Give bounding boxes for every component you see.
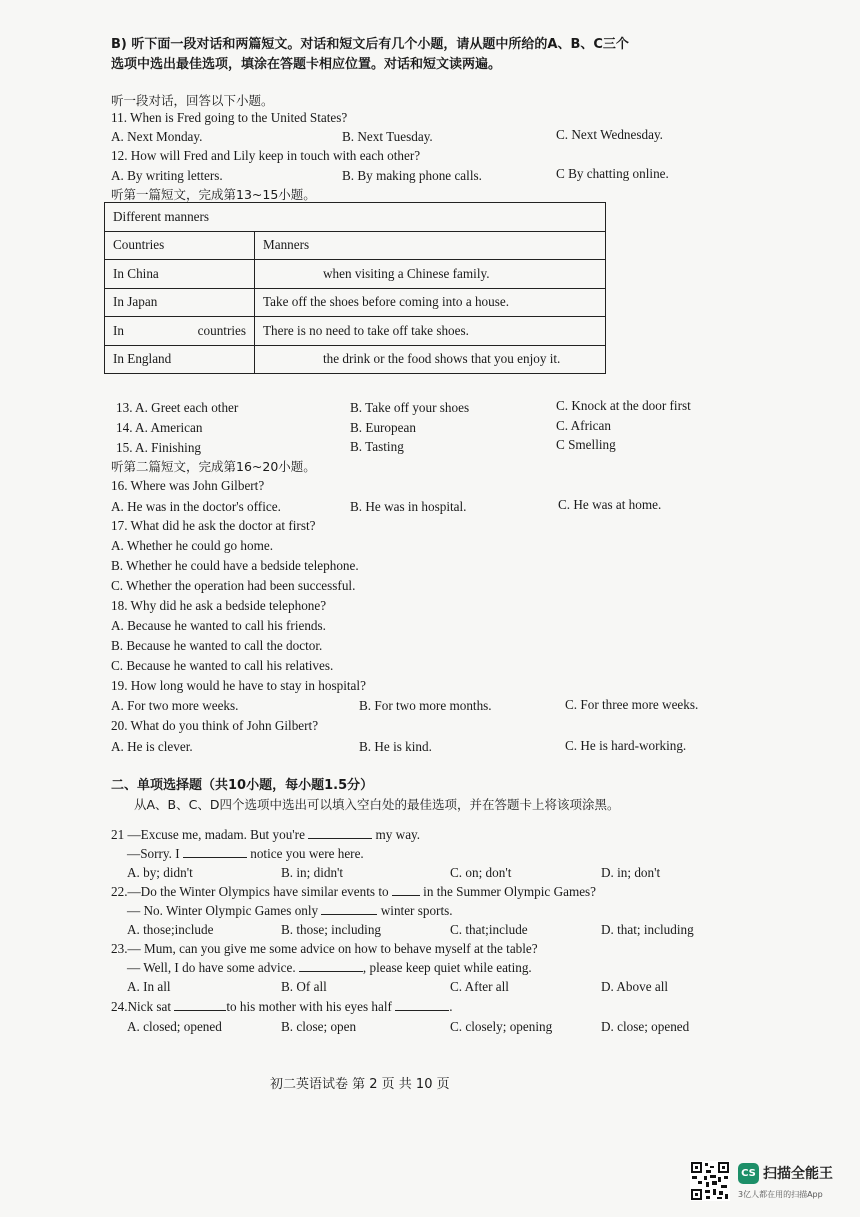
q21-line-2 [127,844,364,864]
q24-option-a: A. closed; opened [127,1019,222,1034]
table-row [105,317,606,346]
dialogue-heading: 听一段对话，回答以下小题。 [111,93,274,108]
header-countries: Countries [105,231,255,260]
q20-option-a: A. He is clever. [111,739,193,754]
q11-stem: 11. When is Fred going to the United States? [111,110,348,125]
q23-line-1: 23.— Mum, can you give me some advice on how to behave myself at the table? [111,941,538,956]
q21-text: 21 —Excuse me, madam. But you're [111,827,305,842]
intro-line-2: 选项中选出最佳选项，填涂在答题卡相应位置。对话和短文读两遍。 [111,57,502,72]
table-title-row [105,203,606,232]
q14-option-a: 14. A. American [116,420,203,435]
section2-title: 二、单项选择题（共10小题，每小题1.5分） [111,778,374,793]
table-title: Different manners [105,203,606,232]
q24-option-d: D. close; opened [601,1019,690,1034]
scanner-app-name: 扫描全能王 [763,1166,833,1182]
q18-option-b: B. Because he wanted to call the doctor. [111,638,323,653]
q15-option-b: B. Tasting [350,439,404,454]
q17-stem: 17. What did he ask the doctor at first? [111,518,316,533]
q15-option-a: 15. A. Finishing [116,440,202,455]
q24-text: to his mother with his eyes half [226,999,392,1014]
q24-option-c: C. closely; opening [450,1019,553,1034]
table-row [105,288,606,317]
manner-cell: Take off the shoes before coming into a house. [255,288,606,317]
q23-option-b: B. Of all [281,979,327,994]
country-cell [105,345,255,374]
table-header-row [105,231,606,260]
q11-option-c: C. Next Wednesday. [556,127,663,142]
q21-option-d: D. in; don't [601,865,661,880]
scanner-tagline: 3亿人都在用的扫描App [738,1190,823,1199]
q12-option-c: C By chatting online. [556,166,669,181]
country-cell [105,288,255,317]
q16-stem: 16. Where was John Gilbert? [111,478,265,493]
country-cell [105,260,255,289]
q22-line-2 [127,901,453,921]
answer-blank [299,959,363,972]
q12-stem: 12. How will Fred and Lily keep in touch with each other? [111,148,421,163]
q11-option-b: B. Next Tuesday. [342,129,433,144]
scanner-logo-icon: CS [738,1163,759,1184]
q22-option-b: B. those; including [281,922,382,937]
q18-option-a: A. Because he wanted to call his friends. [111,618,326,633]
q12-option-a: A. By writing letters. [111,168,223,183]
q21-option-c: C. on; don't [450,865,512,880]
country-text: In China [113,265,159,281]
page-footer: 初二英语试卷 第 2 页 共 10 页 [270,1077,450,1092]
answer-blank [392,883,420,896]
q22-option-d: D. that; including [601,922,694,937]
manner-cell: the drink or the food shows that you enjoy it. [255,345,606,374]
q24-text: 24.Nick sat [111,999,172,1014]
q20-stem: 20. What do you think of John Gilbert? [111,718,319,733]
q23-text: — Well, I do have some advice. [127,960,296,975]
manner-cell: when visiting a Chinese family. [255,260,606,289]
table-row [105,260,606,289]
answer-blank [321,902,377,915]
q15-option-c: C Smelling [556,437,616,452]
q24-option-b: B. close; open [281,1019,357,1034]
q19-option-c: C. For three more weeks. [565,697,699,712]
q13-option-a: 13. A. Greet each other [116,400,239,415]
q13-option-b: B. Take off your shoes [350,400,470,415]
country-text: In England [113,351,172,367]
q22-text: in the Summer Olympic Games? [423,884,597,899]
q21-text: my way. [375,827,421,842]
manner-cell: There is no need to take off take shoes. [255,317,606,346]
q19-option-a: A. For two more weeks. [111,698,239,713]
q13-option-c: C. Knock at the door first [556,398,691,413]
q16-option-c: C. He was at home. [558,497,662,512]
q20-option-c: C. He is hard-working. [565,738,687,753]
q21-text: notice you were here. [250,846,364,861]
q22-line-1 [111,882,596,902]
q21-option-a: A. by; didn't [127,865,193,880]
q18-option-c: C. Because he wanted to call his relatives. [111,658,334,673]
country-text: In Japan [113,294,158,310]
q24-text: . [449,999,453,1014]
q20-option-b: B. He is kind. [359,739,432,754]
manners-table [104,202,606,374]
q17-option-b: B. Whether he could have a bedside telephone. [111,558,359,573]
q23-text: , please keep quiet while eating. [362,960,532,975]
section2-instruction: 从A、B、C、D四个选项中选出可以填入空白处的最佳选项，并在答题卡上将该项涂黑。 [134,797,620,812]
passage1-heading: 听第一篇短文，完成第13~15小题。 [111,187,316,202]
q16-option-b: B. He was in hospital. [350,499,467,514]
q12-option-b: B. By making phone calls. [342,168,482,183]
q21-line-1 [111,825,420,845]
answer-blank [308,826,372,839]
q14-option-b: B. European [350,420,416,435]
country-text-suffix: countries [197,322,246,338]
q22-option-a: A. those;include [127,922,214,937]
q11-option-a: A. Next Monday. [111,129,203,144]
answer-blank [183,845,247,858]
answer-blank [174,998,226,1011]
header-manners: Manners [255,231,606,260]
q22-text: — No. Winter Olympic Games only [127,903,319,918]
q17-option-c: C. Whether the operation had been successful. [111,578,356,593]
q22-option-c: C. that;include [450,922,528,937]
q21-option-b: B. in; didn't [281,865,344,880]
country-text: In [113,322,124,338]
intro-line-1: B) 听下面一段对话和两篇短文。对话和短文后有几个小题，请从题中所给的A、B、C三个 [111,37,629,52]
q18-stem: 18. Why did he ask a bedside telephone? [111,598,327,613]
q17-option-a: A. Whether he could go home. [111,538,273,553]
q21-text: —Sorry. I [127,846,180,861]
q22-text: 22.—Do the Winter Olympics have similar events to [111,884,389,899]
q23-option-c: C. After all [450,979,509,994]
passage2-heading: 听第二篇短文，完成第16~20小题。 [111,459,316,474]
q24-line-1 [111,997,453,1017]
q23-line-2 [127,958,532,978]
table-row [105,345,606,374]
country-cell [105,317,255,346]
q16-option-a: A. He was in the doctor's office. [111,499,281,514]
q14-option-c: C. African [556,418,611,433]
q19-option-b: B. For two more months. [359,698,492,713]
qr-code-icon [690,1161,730,1201]
q22-text: winter sports. [380,903,453,918]
q23-option-a: A. In all [127,979,171,994]
q19-stem: 19. How long would he have to stay in hospital? [111,678,366,693]
q23-option-d: D. Above all [601,979,669,994]
answer-blank [395,998,449,1011]
